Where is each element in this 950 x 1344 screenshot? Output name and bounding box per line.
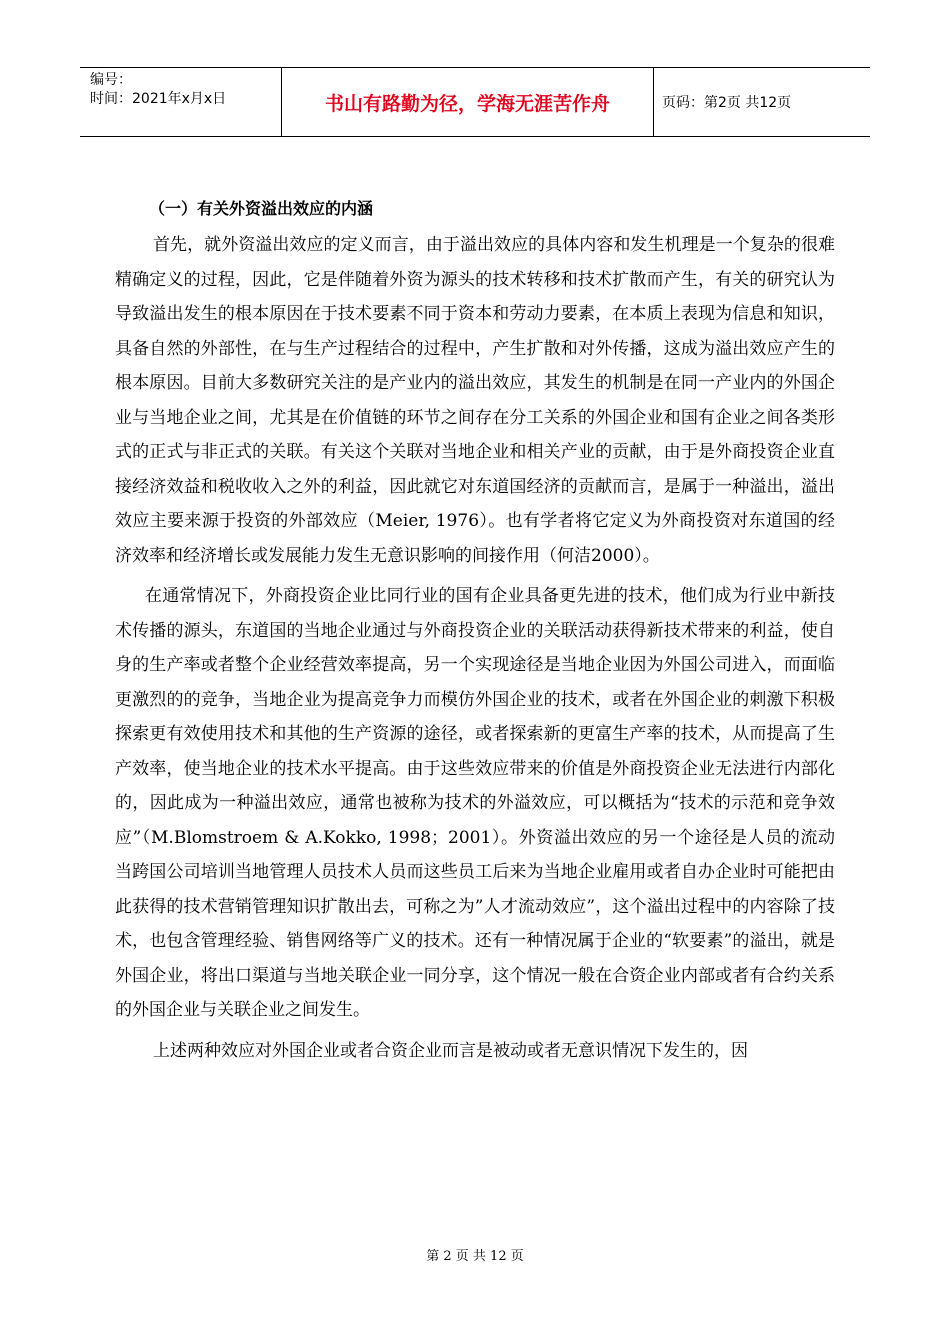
section-heading: （一）有关外资溢出效应的内涵: [149, 199, 374, 218]
page-header: [80, 67, 870, 137]
document-number-label: 编号：: [90, 72, 132, 88]
paragraph-1: 首先，就外资溢出效应的定义而言，由于溢出效应的具体内容和发生机理是一个复杂的很难精确定义的过程，因此，它是伴随着外资为源头的技术转移和技术扩散而产生，有关的研究认为导致溢出发生的根本原因在于技术要素不同于资本和劳动力要素，在本质上表现为信息和知识，具备自然的外部性，在与生产过程结合的过程中，产生扩散和对外传播，这成为溢出效应产生的根本原因。目前大多数研究关注的是产业内的溢出效应，其发生的机制是在同一产业内的外国企业与当地企业之间，尤其是在价值链的环节之间存在分工关系的外国企业和国有企业之间各类形式的正式与非正式的关联。有关这个关联对当地企业和相关产业的贡献，由于是外商投资企业直接经济效益和税收收入之外的利益，因此就它对东道国经济的贡献而言，是属于一种溢出，溢出效应主要来源于投资的外部效应（Meier, 1976）。也有学者将它定义为外商投资对东道国的经济效率和经济增长或发展能力发生无意识影响的间接作用（何洁2000）。: [115, 235, 835, 566]
header-meta: [80, 68, 282, 136]
header-motto: 书山有路勤为径，学海无涯苦作舟: [282, 68, 654, 136]
document-body: [115, 194, 835, 1068]
page-footer: 第 2 页 共 12 页: [426, 1249, 524, 1264]
paragraph-2: 在通常情况下，外商投资企业比同行业的国有企业具备更先进的技术，他们成为行业中新技术传播的源头，东道国的当地企业通过与外商投资企业的关联活动获得新技术带来的利益，使自身的生产率或者整个企业经营效率提高，另一个实现途径是当地企业因为外国公司进入，而面临更激烈的的竞争，当地企业为提高竞争力而模仿外国企业的技术，或者在外国企业的刺激下积极探索更有效使用技术和其他的生产资源的途径，或者探索新的更富生产率的技术，从而提高了生产效率，使当地企业的技术水平提高。由于这些效应带来的价值是外商投资企业无法进行内部化的，因此成为一种溢出效应，通常也被称为技术的外溢效应，可以概括为“技术的示范和竞争效应”（M.Blomstroem & A.Kokko, 1998；2001）。外资溢出效应的另一个途径是人员的流动当跨国公司培训当地管理人员技术人员而这些员工后来为当地企业雇用或者自办企业时可能把由此获得的技术营销管理知识扩散出去，可称之为”人才流动效应”，这个溢出过程中的内容除了技术，也包含管理经验、销售网络等广义的技术。还有一种情况属于企业的“软要素”的溢出，就是外国企业，将出口渠道与当地关联企业一同分享，这个情况一般在合资企业内部或者有合约关系的外国企业与关联企业之间发生。: [115, 586, 835, 1020]
document-date-label: 时间：2021年x月x日: [90, 91, 227, 107]
header-page-info: 页码：第2页 共12页: [662, 95, 792, 111]
paragraph-3: 上述两种效应对外国企业或者合资企业而言是被动或者无意识情况下发生的，因: [153, 1040, 748, 1061]
